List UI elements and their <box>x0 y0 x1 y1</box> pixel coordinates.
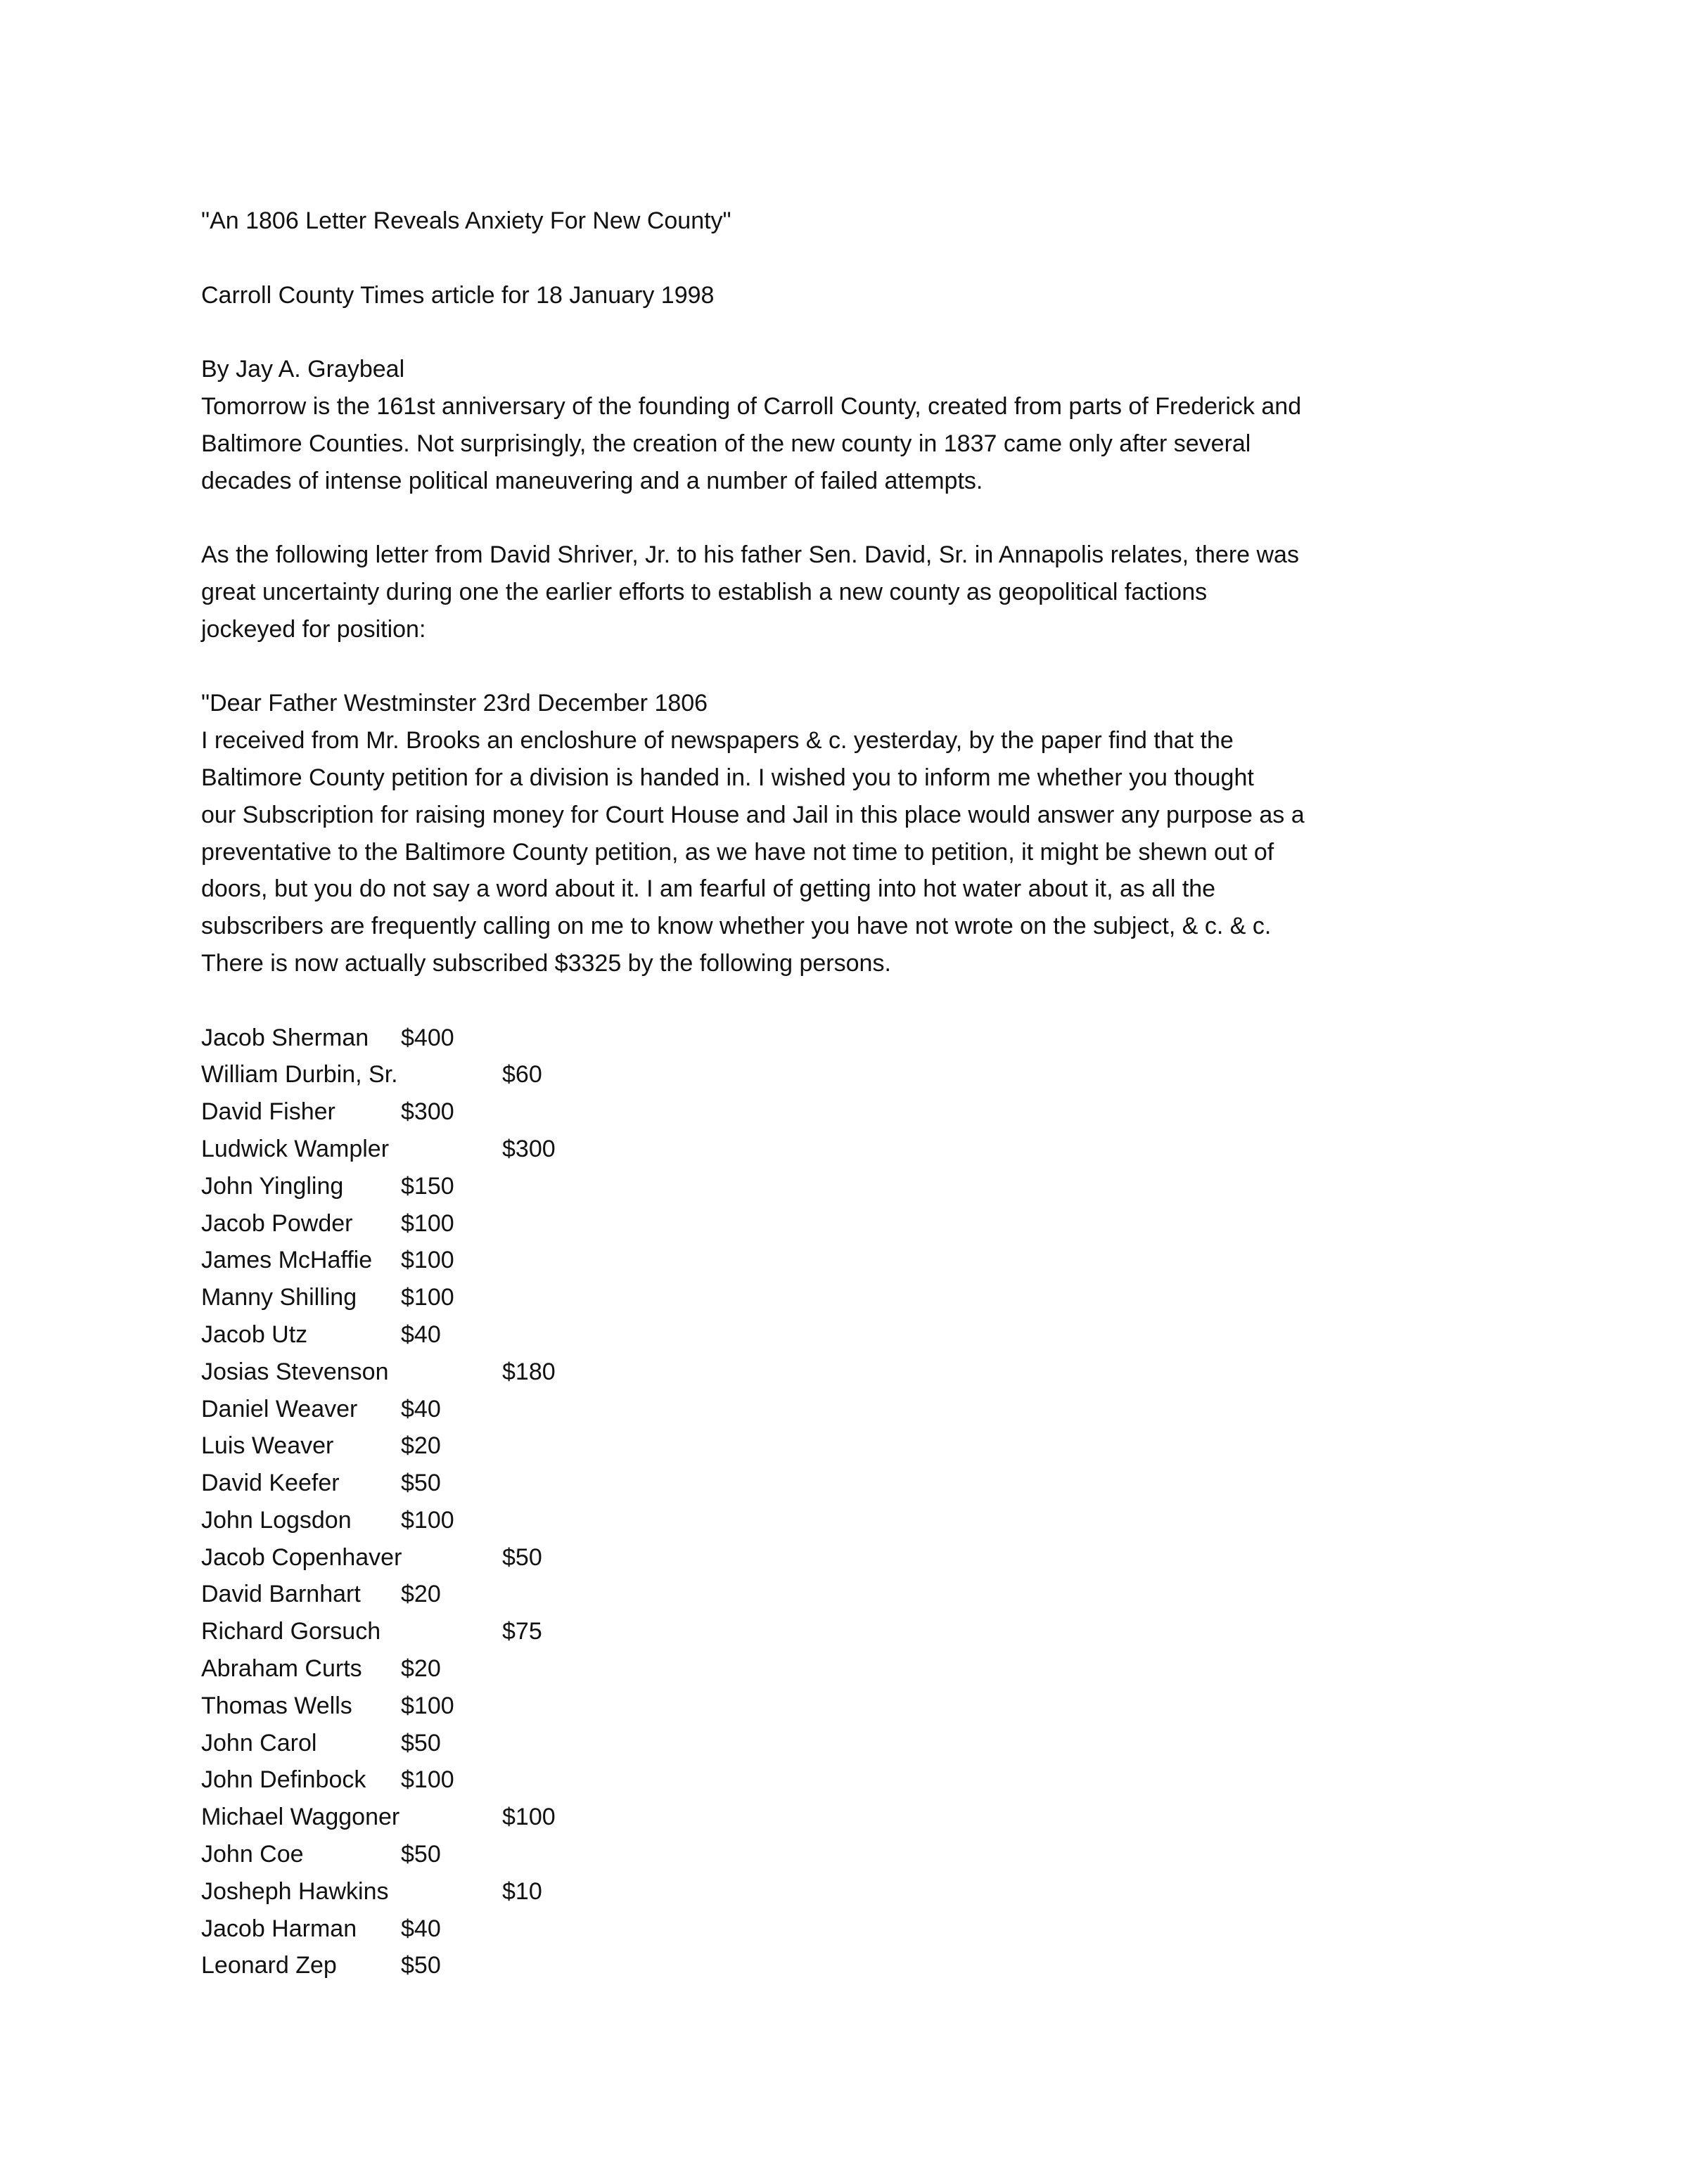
subscriber-name: Abraham Curts <box>201 1655 362 1683</box>
subscriber-row <box>201 1650 1537 1688</box>
subscriber-amount: $20 <box>401 1581 441 1608</box>
subscriber-amount: $60 <box>502 1061 542 1088</box>
text-line: Baltimore County petition for a division is handed in. I wished you to inform me whether you thought <box>201 764 1254 791</box>
text-line: jockeyed for position: <box>201 615 426 643</box>
subscriber-row <box>201 1873 1537 1910</box>
subscriber-row <box>201 1761 1537 1799</box>
subscriber-name: Josias Stevenson <box>201 1358 389 1385</box>
subscriber-amount: $300 <box>401 1098 454 1126</box>
subscriber-row <box>201 1020 1537 1057</box>
subscriber-name: Jacob Sherman <box>201 1024 369 1051</box>
document-body <box>201 203 1537 1984</box>
subscriber-amount: $50 <box>401 1470 441 1497</box>
subscriber-amount: $100 <box>401 1506 454 1534</box>
subscriber-name: John Coe <box>201 1841 304 1868</box>
subscriber-amount: $100 <box>401 1692 454 1719</box>
subscriber-row <box>201 1427 1537 1465</box>
subscriber-row <box>201 1576 1537 1613</box>
subscriber-amount: $50 <box>401 1952 441 1979</box>
text-line: our Subscription for raising money for Court House and Jail in this place would answer any purpose as a <box>201 801 1305 828</box>
subscriber-name: Manny Shilling <box>201 1284 357 1311</box>
context-paragraph <box>201 537 1537 648</box>
subscriber-amount: $40 <box>401 1395 441 1422</box>
subscriber-row <box>201 1205 1537 1242</box>
subscriber-amount: $50 <box>401 1841 441 1868</box>
subscriber-amount: $100 <box>401 1284 454 1311</box>
subscriber-name: John Logsdon <box>201 1506 352 1534</box>
text-line: preventative to the Baltimore County petition, as we have not time to petition, it might be shewn out of <box>201 838 1274 866</box>
subscriber-amount: $20 <box>401 1432 441 1460</box>
subscriber-name: Jacob Copenhaver <box>201 1543 402 1571</box>
subscriber-amount: $40 <box>401 1915 441 1942</box>
subscriber-row <box>201 1725 1537 1762</box>
subscriber-amount: $150 <box>401 1172 454 1200</box>
subscriber-name: John Yingling <box>201 1172 344 1200</box>
article-source: Carroll County Times article for 18 January 1998 <box>201 281 715 309</box>
subscriber-amount: $100 <box>401 1247 454 1274</box>
subscriber-amount: $50 <box>502 1543 542 1571</box>
letter-paragraph <box>201 685 1537 982</box>
subscriber-row <box>201 1910 1537 1948</box>
subscriber-name: Daniel Weaver <box>201 1395 358 1422</box>
text-line: subscribers are frequently calling on me to know whether you have not wrote on the subject, & c. & c. <box>201 913 1272 940</box>
subscriber-name: Luis Weaver <box>201 1432 334 1460</box>
subscriber-row <box>201 1502 1537 1539</box>
subscriber-name: David Barnhart <box>201 1581 361 1608</box>
subscriber-name: Josheph Hawkins <box>201 1877 389 1905</box>
subscriber-name: Jacob Powder <box>201 1209 353 1237</box>
subscriber-amount: $100 <box>401 1766 454 1794</box>
subscriber-list <box>201 1020 1537 1985</box>
subscriber-amount: $180 <box>502 1358 556 1385</box>
subscriber-row <box>201 1391 1537 1428</box>
subscriber-name: David Fisher <box>201 1098 335 1126</box>
subscriber-amount: $75 <box>502 1618 542 1645</box>
subscriber-row <box>201 1539 1537 1576</box>
subscriber-name: William Durbin, Sr. <box>201 1061 398 1088</box>
subscriber-amount: $300 <box>502 1135 556 1162</box>
subscriber-row <box>201 1056 1537 1093</box>
subscriber-row <box>201 1613 1537 1650</box>
subscriber-amount: $400 <box>401 1024 454 1051</box>
subscriber-row <box>201 1316 1537 1354</box>
text-line: "Dear Father Westminster 23rd December 1806 <box>201 690 708 717</box>
byline: By Jay A. Graybeal <box>201 356 405 383</box>
subscriber-amount: $100 <box>502 1804 556 1831</box>
subscriber-row <box>201 1465 1537 1502</box>
subscriber-name: Leonard Zep <box>201 1952 337 1979</box>
subscriber-amount: $100 <box>401 1209 454 1237</box>
subscriber-name: James McHaffie <box>201 1247 373 1274</box>
subscriber-amount: $10 <box>502 1877 542 1905</box>
subscriber-name: Ludwick Wampler <box>201 1135 390 1162</box>
subscriber-row <box>201 1168 1537 1205</box>
subscriber-amount: $20 <box>401 1655 441 1683</box>
subscriber-name: Jacob Harman <box>201 1915 357 1942</box>
text-line: Tomorrow is the 161st anniversary of the founding of Carroll County, created from parts of Frederick and <box>201 392 1302 420</box>
text-line: great uncertainty during one the earlier efforts to establish a new county as geopolitical factions <box>201 578 1208 605</box>
text-line: doors, but you do not say a word about it. I am fearful of getting into hot water about it, as all the <box>201 875 1216 903</box>
subscriber-name: David Keefer <box>201 1470 340 1497</box>
subscriber-row <box>201 1836 1537 1873</box>
subscriber-name: Jacob Utz <box>201 1321 308 1348</box>
text-line: As the following letter from David Shriver, Jr. to his father Sen. David, Sr. in Annapolis relates, there was <box>201 541 1299 569</box>
subscriber-row <box>201 1799 1537 1836</box>
text-line: Baltimore Counties. Not surprisingly, the creation of the new county in 1837 came only after several <box>201 430 1251 457</box>
subscriber-amount: $50 <box>401 1729 441 1756</box>
text-line: There is now actually subscribed $3325 by the following persons. <box>201 949 891 977</box>
subscriber-name: Michael Waggoner <box>201 1804 400 1831</box>
subscriber-row <box>201 1354 1537 1391</box>
text-line: I received from Mr. Brooks an encloshure of newspapers & c. yesterday, by the paper find that the <box>201 727 1234 754</box>
subscriber-name: John Definbock <box>201 1766 366 1794</box>
subscriber-row <box>201 1947 1537 1984</box>
subscriber-amount: $40 <box>401 1321 441 1348</box>
text-line: decades of intense political maneuvering and a number of failed attempts. <box>201 467 983 494</box>
subscriber-row <box>201 1093 1537 1131</box>
article-title: "An 1806 Letter Reveals Anxiety For New County" <box>201 207 731 234</box>
subscriber-name: John Carol <box>201 1729 317 1756</box>
subscriber-row <box>201 1242 1537 1279</box>
subscriber-row <box>201 1688 1537 1725</box>
intro-paragraph <box>201 388 1537 499</box>
subscriber-name: Richard Gorsuch <box>201 1618 381 1645</box>
subscriber-row <box>201 1131 1537 1168</box>
subscriber-name: Thomas Wells <box>201 1692 352 1719</box>
subscriber-row <box>201 1279 1537 1316</box>
